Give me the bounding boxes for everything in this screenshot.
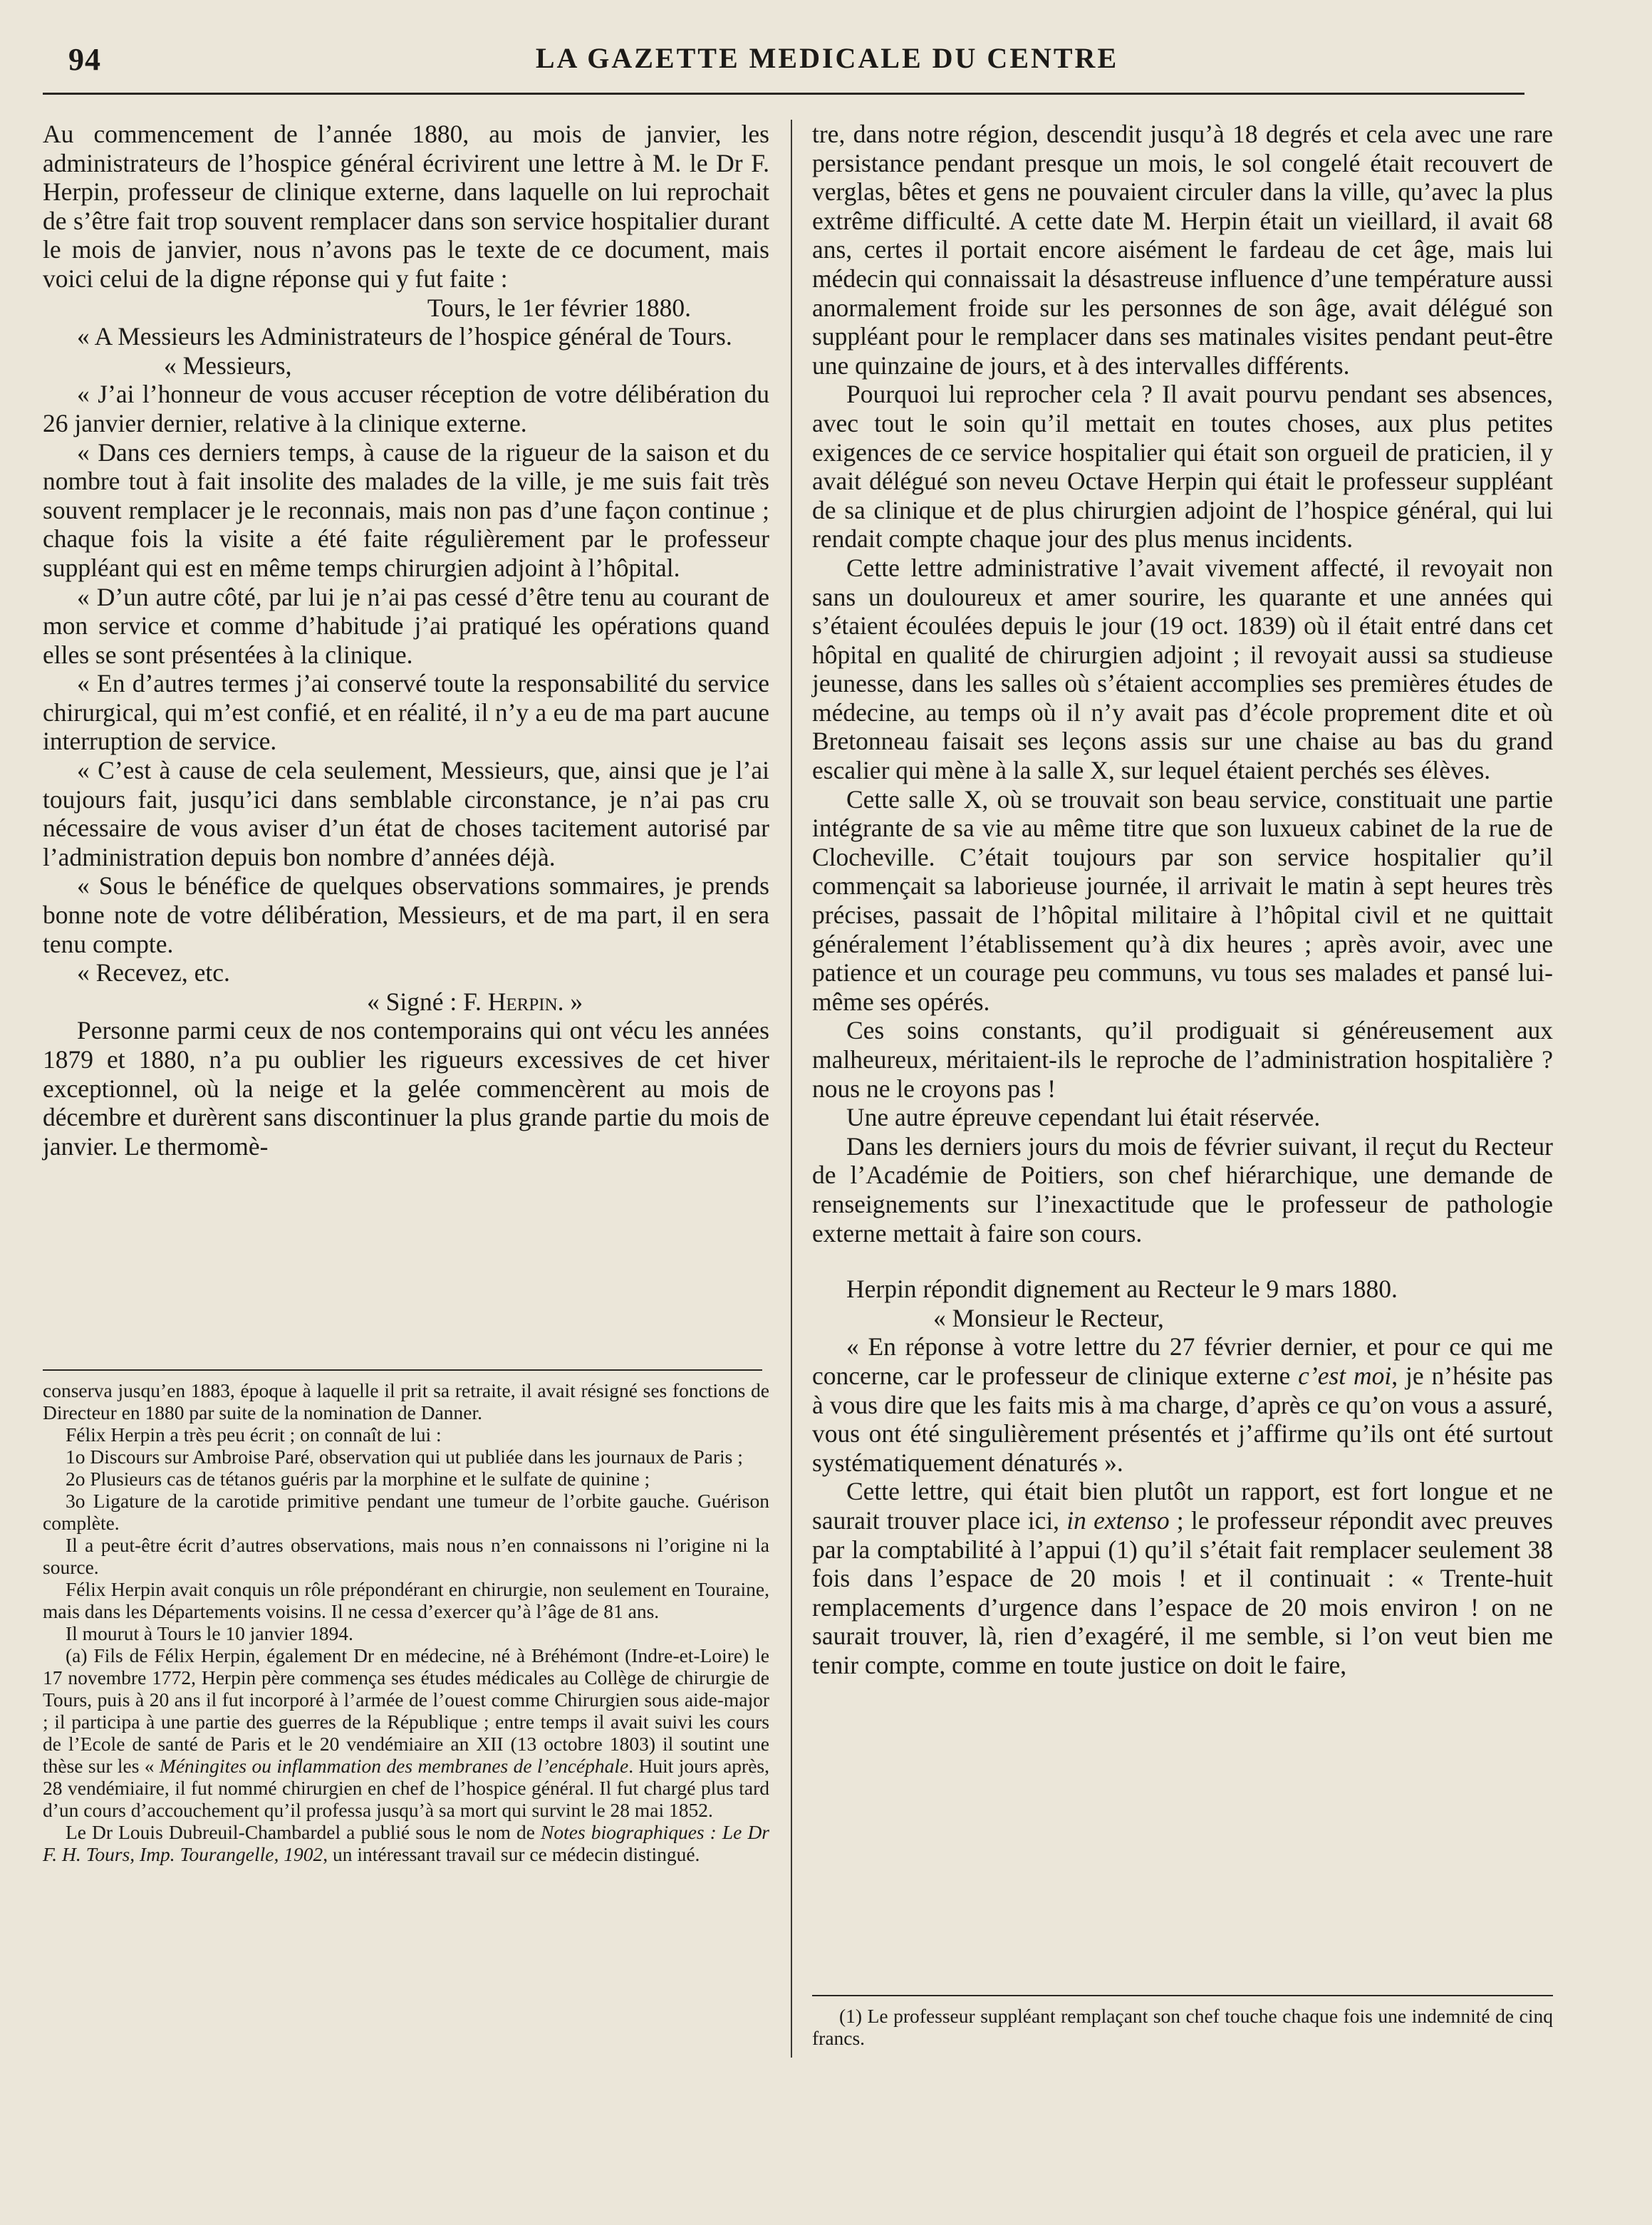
paragraph-text: ; le professeur répondit avec preuves par la comptabilité à l’appui (1) qu’il s’était fait remplacer seulement 38 fois dans l’espace de 20 mois ! et il continuait : « Trente-huit remplacements d’urgence dans l’espace de 20 mois environ ! on ne saurait trouver, là, rien d’exagéré, il me semble, si l’on veut bien me tenir compte, comme en toute justice on doit le faire, [812, 1505, 1553, 1679]
left-column [43, 120, 769, 1161]
paragraph [812, 1477, 1553, 1679]
footnote-text: Le Dr Louis Dubreuil-Chambardel a publié sous le nom de [66, 1821, 541, 1843]
paragraph: Ces soins constants, qu’il prodiguait si généreusement aux malheureux, méritaient-ils le reproche de l’administration hospitalière ? nous ne le croyons pas ! [812, 1016, 1553, 1103]
paragraph: « J’ai l’honneur de vous accuser réception de votre délibération du 26 janvier dernier, relative à la clinique externe. [43, 380, 769, 437]
footnote: (1) Le professeur suppléant remplaçant son chef touche chaque fois une indemnité de cinq francs. [812, 2005, 1553, 2049]
footnote [43, 1644, 769, 1821]
footnote-rule-right [812, 1995, 1553, 1996]
paragraph-italic: c’est moi [1298, 1361, 1392, 1390]
paragraph: Cette lettre administrative l’avait vivement affecté, il revoyait non sans un douloureux et amer sourire, les quarante et une années qui s’étaient écoulées depuis le jour (19 oct. 1839) où il était entré dans cet hôpital en qualité de chirurgien adjoint ; il revoyait aussi sa studieuse jeunesse, dans les salles où s’étaient accomplies ses premières études de médecine, au temps où il n’y avait pas d’école proprement dite et où Bretonneau faisait ses leçons assis sur une chaise au bas du grand escalier qui mène à la salle X, sur lequel étaient perchés ses élèves. [812, 553, 1553, 785]
paragraph: « C’est à cause de cela seulement, Messieurs, que, ainsi que je l’ai toujours fait, jusqu’ici dans semblable circonstance, je n’ai pas cru nécessaire de vous aviser d’un état de choses tacitement autorisé par l’administration depuis bon nombre d’années déjà. [43, 756, 769, 871]
footnote: Il a peut-être écrit d’autres observations, mais nous n’en connaissons ni l’origine ni la source. [43, 1534, 769, 1578]
paragraph: Au commencement de l’année 1880, au mois de janvier, les administrateurs de l’hospice général écrivirent une lettre à M. le Dr F. Herpin, professeur de clinique externe, dans laquelle on lui reprochait de s’être fait trop souvent remplacer dans son service hospitalier durant le mois de janvier, nous n’avons pas le texte de ce document, mais voici celui de la digne réponse qui y fut faite : [43, 120, 769, 293]
footnote: 3o Ligature de la carotide primitive pendant une tumeur de l’orbite gauche. Guérison complète. [43, 1490, 769, 1534]
right-footnotes [812, 2005, 1553, 2049]
paragraph: Herpin répondit dignement au Recteur le 9 mars 1880. [846, 1275, 1398, 1304]
paragraph: tre, dans notre région, descendit jusqu’à 18 degrés et cela avec une rare persistance pendant presque un mois, le sol congelé était recouvert de verglas, bêtes et gens ne pouvaient circuler dans la ville, qu’avec la plus extrême difficulté. A cette date M. Herpin était un vieillard, il avait 68 ans, certes il portait encore aisément le fardeau de cet âge, mais lui médecin qui connaissait la désastreuse influence d’une température aussi anormalement froide sur les personnes de son âge, avait délégué son suppléant pour le remplacer dans ses matinales visites pendant peut-être une quinzaine de jours, et à des intervalles différents. [812, 120, 1553, 380]
paragraph-text: , je n’hésite pas à vous dire que les faits mis à ma charge, d’après ce qu’on vous a assuré, vous ont été singulièrement présentés et j’affirme qu’ils ont été surtout systématiquement dénaturés ». [812, 1361, 1553, 1477]
paragraph [812, 1332, 1553, 1477]
paragraph: « Recevez, etc. [77, 958, 230, 987]
letter-place-date: Tours, le 1er février 1880. [427, 293, 691, 322]
footnote-text: (a) Fils de Félix Herpin, également Dr en médecine, né à Bréhémont (Indre-et-Loire) le 17 novembre 1772, Herpin père commença ses études médicales au Collège de chirurgie de Tours, puis à 20 ans il fut incorporé à l’armée de l’ouest comme Chirurgien sous aide-major ; il participa à une partie des guerres de la République ; entre temps il avait suivi les cours de l’Ecole de santé de Paris et le 20 vendémiaire an XII (13 octobre 1803) il soutint une thèse sur les « [43, 1644, 769, 1777]
paragraph: Pourquoi lui reprocher cela ? Il avait pourvu pendant ses absences, avec tout le soin qu’il mettait en toutes choses, aux plus petites exigences de ce service hospitalier qui était son orgueil de praticien, il y avait délégué son neveu Octave Herpin qui était le professeur suppléant de sa clinique et de plus chirurgien adjoint de l’hospice général, qui lui rendait compte chaque jour des plus menus incidents. [812, 380, 1553, 554]
left-footnotes [43, 1379, 769, 1865]
paragraph: « Sous le bénéfice de quelques observations sommaires, je prends bonne note de votre délibération, Messieurs, et de ma part, il en sera tenu compte. [43, 871, 769, 958]
paragraph-text: Cette lettre, qui était bien plutôt un rapport, est fort longue et ne saurait trouver place ici, [812, 1477, 1553, 1535]
signature-prefix: « Signé : F. [367, 987, 482, 1016]
letter-salutation: « Monsieur le Recteur, [933, 1303, 1164, 1332]
running-title: LA GAZETTE MEDICALE DU CENTRE [535, 42, 1119, 74]
paragraph: Dans les derniers jours du mois de février suivant, il reçut du Recteur de l’Académie de Poitiers, son chef hiérarchique, une demande de renseignements sur l’inexactitude que le professeur de pathologie externe mettait à faire son cours. [812, 1131, 1553, 1248]
column-divider [791, 120, 792, 2058]
paragraph-italic: in extenso [1066, 1505, 1170, 1535]
paragraph-text: « En réponse à votre lettre du 27 février dernier, et pour ce qui me concerne, car le professeur de clinique externe [812, 1332, 1553, 1390]
footnote-rule-left [43, 1369, 762, 1371]
right-column [812, 120, 1553, 1679]
footnote-italic: Méningites ou inflammation des membranes de l’encéphale [159, 1755, 629, 1777]
footnote-text: . Huit jours après, 28 vendémiaire, il fut nommé chirurgien en chef de l’hospice général. Il fut chargé plus tard d’un cours d’accouchement qu’il professa jusqu’à sa mort qui survint le 28 mai 1852. [43, 1755, 769, 1821]
footnote: Il mourut à Tours le 10 janvier 1894. [66, 1622, 353, 1644]
letter-address: « A Messieurs les Administrateurs de l’hospice général de Tours. [77, 322, 732, 351]
footnote: 2o Plusieurs cas de tétanos guéris par la morphine et le sulfate de quinine ; [66, 1468, 650, 1490]
paragraph: « Dans ces derniers temps, à cause de la rigueur de la saison et du nombre tout à fait insolite des malades de la ville, je me suis fait très souvent remplacer je le reconnais, mais non pas d’une façon continue ; chaque fois la visite a été faite régulièrement par le professeur suppléant qui est en même temps chirurgien adjoint à l’hôpital. [43, 437, 769, 582]
footnote: conserva jusqu’en 1883, époque à laquelle il prit sa retraite, il avait résigné ses fonctions de Directeur en 1880 par suite de la nomination de Danner. [43, 1379, 769, 1423]
page-number: 94 [68, 42, 101, 77]
footnote: Félix Herpin avait conquis un rôle prépondérant en chirurgie, non seulement en Touraine, mais dans les Départements voisins. Il ne cessa d’exercer qu’à l’âge de 81 ans. [43, 1578, 769, 1622]
signature-suffix: . » [557, 987, 583, 1016]
paragraph: Cette salle X, où se trouvait son beau service, constituait une partie intégrante de sa vie au même titre que son luxueux cabinet de la rue de Clocheville. C’était toujours par son service hospitalier qu’il commençait sa laborieuse journée, il arrivait le matin à sept heures très précises, passait de l’hôpital militaire à l’hôpital civil et ne quittait généralement l’établissement qu’à dix heures ; après avoir, avec une patience et un courage peu communs, vu tous ses malades et pansé lui-même ses opérés. [812, 784, 1553, 1016]
footnote-text: , un intéressant travail sur ce médecin distingué. [323, 1843, 700, 1865]
footnote: 1o Discours sur Ambroise Paré, observation qui ut publiée dans les journaux de Paris ; [66, 1446, 743, 1468]
signature-name: Herpin [487, 987, 558, 1016]
paragraph: Personne parmi ceux de nos contemporains qui ont vécu les années 1879 et 1880, n’a pu oublier les rigueurs excessives de cet hiver exceptionnel, où la neige et la gelée commencèrent au mois de décembre et durèrent sans discontinuer la plus grande partie du mois de janvier. Le thermomè- [43, 1016, 769, 1161]
paragraph: Une autre épreuve cependant lui était réservée. [846, 1103, 1321, 1132]
footnote [43, 1821, 769, 1865]
header-rule [43, 93, 1524, 95]
letter-salutation: « Messieurs, [164, 351, 292, 380]
paragraph: « En d’autres termes j’ai conservé toute la responsabilité du service chirurgical, qui m’est confié, et en réalité, il n’y a eu de ma part aucune interruption de service. [43, 669, 769, 756]
footnote: Félix Herpin a très peu écrit ; on connaît de lui : [66, 1423, 442, 1446]
footnote-italic: Notes biographiques : Le Dr F. H. Tours, Imp. Tourangelle, 1902 [43, 1821, 770, 1865]
letter-signature [43, 987, 769, 1017]
page-header [68, 41, 1529, 81]
paragraph: « D’un autre côté, par lui je n’ai pas cessé d’être tenu au courant de mon service et comme d’habitude j’ai pratiqué les opérations quand elles se sont présentées à la clinique. [43, 582, 769, 669]
